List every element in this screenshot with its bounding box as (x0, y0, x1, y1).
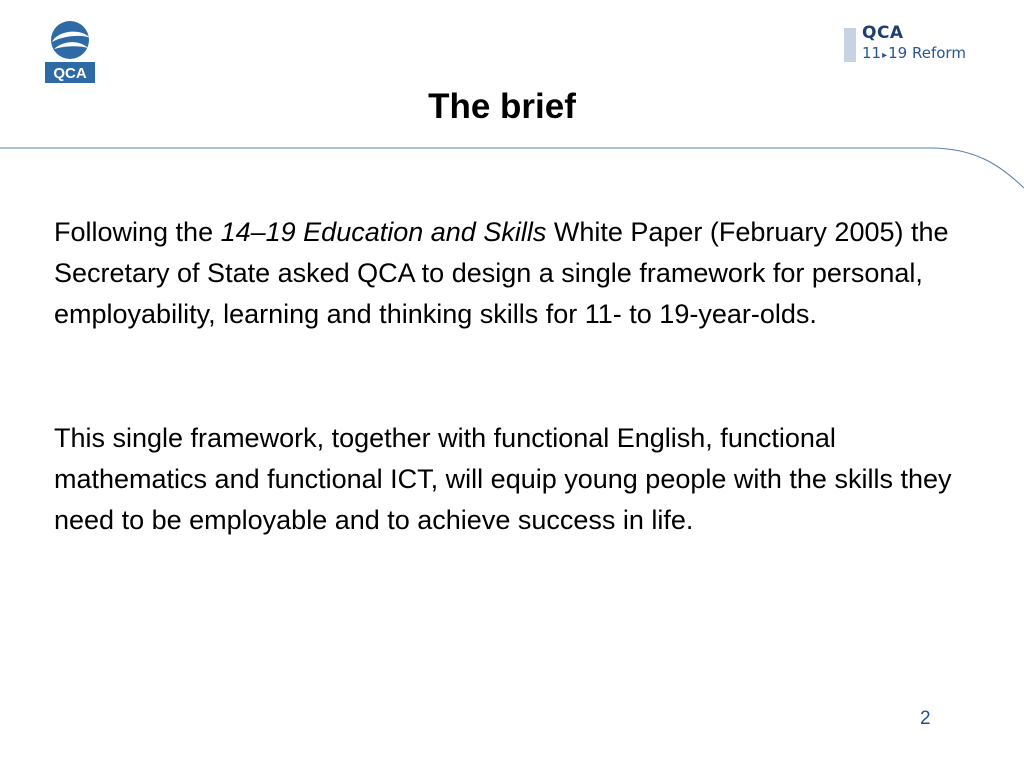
qca-logo-text: QCA (53, 65, 87, 82)
white-paper-title: 14–19 Education and Skills (220, 217, 547, 247)
play-arrow-icon: ▸ (882, 50, 888, 61)
page-number: 2 (920, 708, 931, 729)
logo-program-end: 19 Reform (888, 44, 966, 62)
paragraph1-after: White Paper (February 2005) the Secretary of State asked QCA to design a single framework for personal, employability, learning and thinking skills for 11- to 19-year-olds. (54, 217, 949, 329)
qca-globe-icon (44, 18, 96, 84)
slide-body (54, 212, 984, 541)
logo-program-start: 11 (862, 44, 882, 62)
header-rule (0, 140, 1024, 200)
qca-1419-reform-logo (840, 22, 990, 66)
logo-bar (844, 28, 856, 62)
paragraph-white-paper (54, 212, 984, 335)
paragraph-framework: This single framework, together with functional English, functional mathematics and functional ICT, will equip young people with the skills they need to be employable and to achieve success in life. (54, 423, 952, 535)
logo-brand: QCA (862, 23, 904, 43)
qca-logo (44, 18, 96, 84)
paragraph1-before: Following the (54, 217, 221, 247)
slide-title: The brief (428, 87, 576, 126)
logo-program (862, 44, 966, 62)
